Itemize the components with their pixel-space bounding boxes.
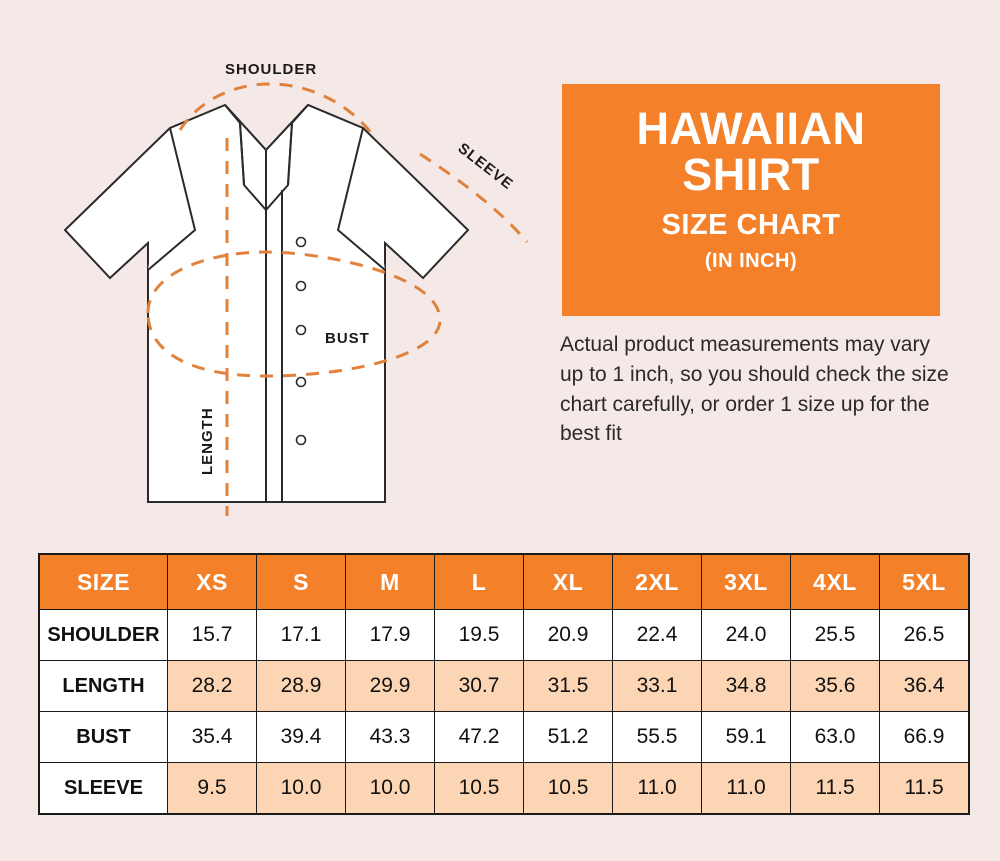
table-cell: 15.7	[168, 610, 257, 661]
table-cell: 55.5	[613, 712, 702, 763]
label-bust: BUST	[325, 330, 370, 347]
table-row	[39, 712, 969, 763]
table-cell: 11.5	[880, 763, 970, 815]
table-header-cell: M	[346, 554, 435, 610]
table-cell: 9.5	[168, 763, 257, 815]
table-cell: 17.9	[346, 610, 435, 661]
table-header-cell: 4XL	[791, 554, 880, 610]
table-cell: 63.0	[791, 712, 880, 763]
table-cell: 26.5	[880, 610, 970, 661]
table-header-size: SIZE	[39, 554, 168, 610]
table-cell: 30.7	[435, 661, 524, 712]
table-row	[39, 610, 969, 661]
table-cell: 59.1	[702, 712, 791, 763]
table-cell: 35.6	[791, 661, 880, 712]
table-header	[39, 554, 969, 610]
table-cell: 39.4	[257, 712, 346, 763]
table-cell: 66.9	[880, 712, 970, 763]
table-cell: 22.4	[613, 610, 702, 661]
table-cell: 34.8	[702, 661, 791, 712]
title-block	[562, 84, 940, 316]
table-cell: 10.5	[435, 763, 524, 815]
table-cell: 47.2	[435, 712, 524, 763]
table-header-cell: XS	[168, 554, 257, 610]
table-cell: 28.2	[168, 661, 257, 712]
table-cell: 20.9	[524, 610, 613, 661]
table-cell: 11.0	[613, 763, 702, 815]
table-row	[39, 763, 969, 815]
row-label: SHOULDER	[39, 610, 168, 661]
row-label: SLEEVE	[39, 763, 168, 815]
row-label: BUST	[39, 712, 168, 763]
table-header-cell: 5XL	[880, 554, 970, 610]
label-shoulder: SHOULDER	[225, 61, 318, 78]
table-body	[39, 610, 969, 815]
table-cell: 35.4	[168, 712, 257, 763]
table-cell: 10.0	[257, 763, 346, 815]
row-label: LENGTH	[39, 661, 168, 712]
page-title: HAWAIIAN SHIRT	[636, 103, 866, 201]
table-cell: 10.0	[346, 763, 435, 815]
table-header-cell: L	[435, 554, 524, 610]
measurement-note: Actual product measurements may vary up to 1 inch, so you should check the size chart carefully, or order 1 size up for the best fit	[560, 333, 949, 446]
label-sleeve: SLEEVE	[454, 139, 517, 194]
size-chart-table	[38, 553, 970, 815]
table-cell: 11.0	[702, 763, 791, 815]
unit-label: (IN INCH)	[704, 249, 798, 272]
table-header-cell: S	[257, 554, 346, 610]
shirt-illustration	[20, 30, 560, 520]
table-cell: 17.1	[257, 610, 346, 661]
table-cell: 29.9	[346, 661, 435, 712]
table-cell: 11.5	[791, 763, 880, 815]
table-cell: 31.5	[524, 661, 613, 712]
table-header-cell: 2XL	[613, 554, 702, 610]
table-cell: 43.3	[346, 712, 435, 763]
table-cell: 25.5	[791, 610, 880, 661]
table-header-cell: XL	[524, 554, 613, 610]
page-subtitle: SIZE CHART	[661, 208, 841, 241]
table-header-row	[39, 554, 969, 610]
label-length: LENGTH	[199, 407, 216, 475]
table-cell: 33.1	[613, 661, 702, 712]
table-cell: 19.5	[435, 610, 524, 661]
table-header-cell: 3XL	[702, 554, 791, 610]
table-cell: 10.5	[524, 763, 613, 815]
table-cell: 36.4	[880, 661, 970, 712]
table-cell: 28.9	[257, 661, 346, 712]
table-cell: 24.0	[702, 610, 791, 661]
table-row	[39, 661, 969, 712]
table-cell: 51.2	[524, 712, 613, 763]
